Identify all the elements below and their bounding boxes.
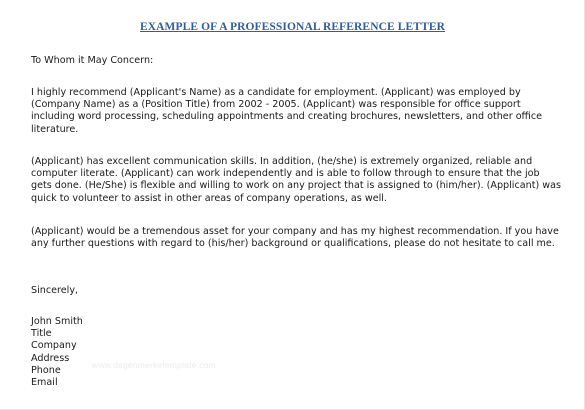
signature-company: Company: [31, 340, 77, 352]
letter-title: EXAMPLE OF A PROFESSIONAL REFERENCE LETTER: [139, 21, 446, 33]
paragraph-2: (Applicant) has excellent communication skills. In addition, (he/she) is extremely organized, reliable and computer literate. (Applicant) can work independently and is able to follow through to ensure that the job gets done. (He/She) is flexible and willing to work on any project that is assigned to (him/her). (Applicant) was quick to volunteer to assist in other areas of company operations, as well.: [31, 156, 561, 204]
signature-name: John Smith: [31, 316, 83, 327]
closing: Sincerely,: [31, 285, 79, 296]
signature-title: Title: [31, 328, 52, 340]
signature-block: [31, 316, 563, 389]
signature-email: Email: [31, 377, 58, 389]
paragraph-3: (Applicant) would be a tremendous asset for your company and has my highest recommendation. If you have any further questions with regard to (his/her) background or qualifications, please do not hesitate to call me.: [31, 226, 559, 250]
watermark: www.dagenmerketemplate.com: [92, 360, 216, 370]
signature-address: Address: [31, 352, 70, 364]
salutation: To Whom it May Concern:: [31, 55, 154, 66]
paragraph-1: I highly recommend (Applicant's Name) as a candidate for employment. (Applicant) was employed by (Company Name) as a (Position Title) from 2002 - 2005. (Applicant) was responsible for office support including word processing, scheduling appointments and creating brochures, newsletters, and other office literature.: [31, 87, 543, 135]
signature-phone: Phone: [31, 364, 61, 376]
